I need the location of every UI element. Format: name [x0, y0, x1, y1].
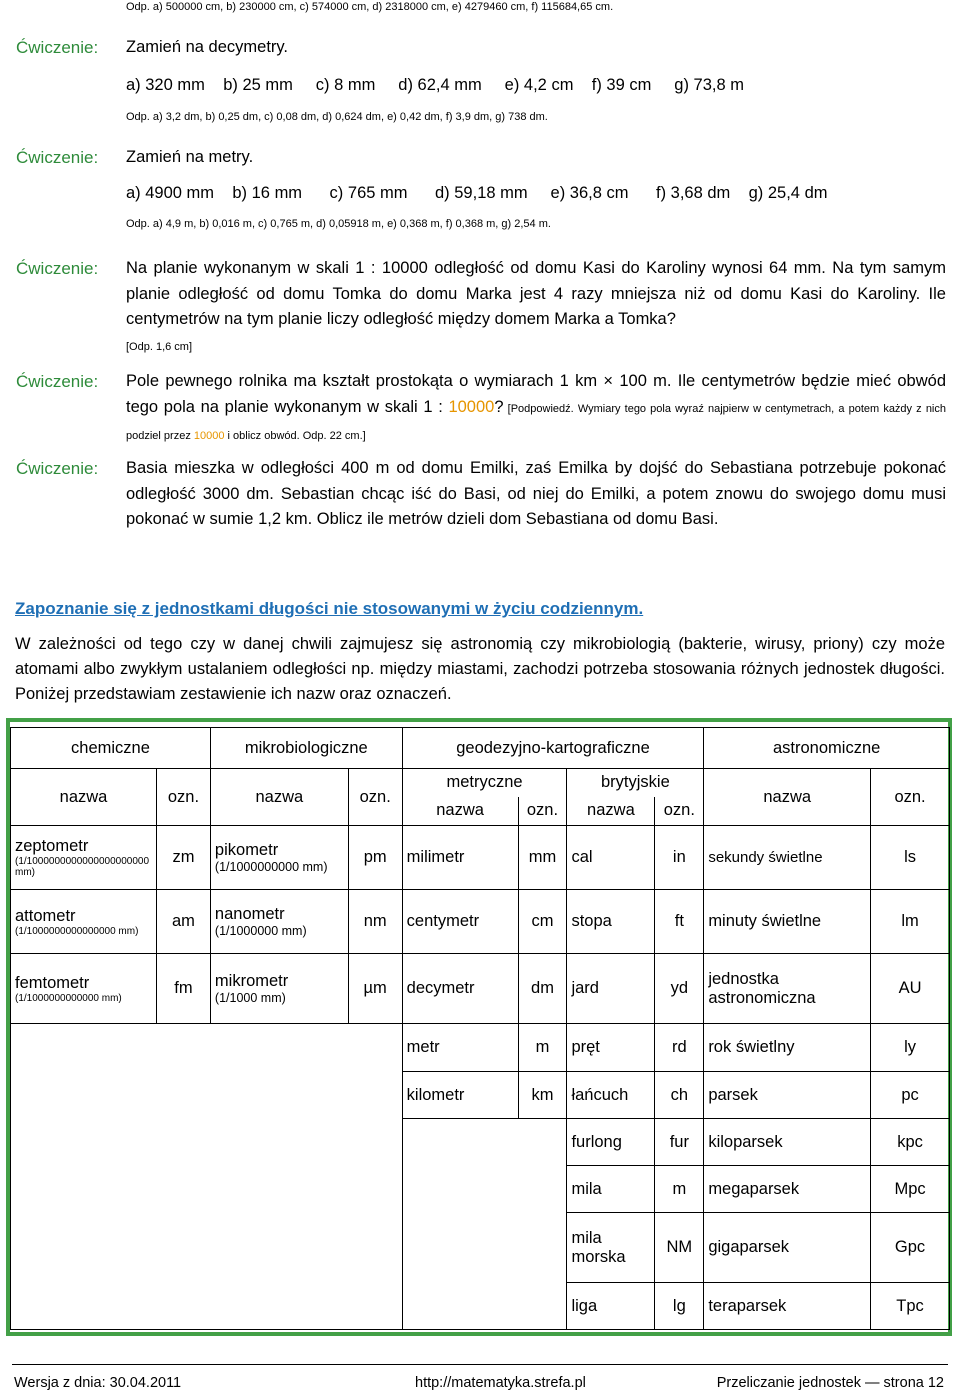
group-header: astronomiczne [704, 728, 950, 769]
ex2-title: Zamień na metry. [126, 148, 254, 166]
unit-name: parsek [704, 1072, 871, 1119]
footer-page-title: Przeliczanie jednostek — strona 12 [716, 1375, 944, 1391]
unit-name: pikometr [214, 841, 279, 859]
unit-symbol: mm [518, 826, 567, 890]
group-header: chemiczne [11, 728, 211, 769]
exercise-label: Ćwiczenie: [16, 259, 99, 278]
unit-symbol: zm [156, 826, 210, 890]
section-title: Zapoznanie się z jednostkami długości nie stosowanymi w życiu codziennym. [15, 599, 644, 618]
unit-symbol: fur [655, 1119, 704, 1166]
ex3-question: Na planie wykonanym w skali 1 : 10000 odległość od domu Kasi do Karoliny wynosi 64 mm. Na tym samym planie odległość od domu Tomka do domu Marka jest 4 razy mniejsza niż od domu Kasi do Karoliny. Ile centymetrów na tym planie liczy odległość między domem Marka a Tomka? [126, 259, 946, 328]
unit-name: stopa [567, 890, 655, 954]
unit-symbol: Tpc [871, 1283, 950, 1330]
unit-name: łańcuch [567, 1072, 655, 1119]
ex3-text [126, 256, 946, 358]
table-row [11, 826, 950, 890]
units-table [10, 727, 950, 1330]
empty-cell [11, 1024, 403, 1330]
ex4-scale: 10000 [448, 397, 495, 416]
exercise-label: Ćwiczenie: [16, 372, 99, 391]
unit-symbol: dm [518, 954, 567, 1024]
unit-symbol: kpc [871, 1119, 950, 1166]
unit-symbol: in [655, 826, 704, 890]
col-header: nazwa [210, 769, 348, 826]
unit-name: megaparsek [704, 1166, 871, 1213]
footer-url[interactable]: http://matematyka.strefa.pl [415, 1375, 586, 1391]
ex3-answer: [Odp. 1,6 cm] [126, 340, 193, 353]
unit-name: decymetr [402, 954, 518, 1024]
unit-symbol: yd [655, 954, 704, 1024]
unit-symbol: Gpc [871, 1213, 950, 1283]
unit-name: zeptometr [15, 837, 89, 855]
unit-name: liga [567, 1283, 655, 1330]
ex5-text: Basia mieszka w odległości 400 m od domu Emilki, zaś Emilka by dojść do Sebastiana potrzebuje pokonać odległość 3000 dm. Sebastian chcąc iść do Basi, od niej do Emilki, a potem znowu do swojego domu musi pokonać w sumie 1,2 km. Oblicz ile metrów dzieli dom Sebastiana od domu Basi. [126, 459, 946, 528]
ex2-answer: Odp. a) 4,9 m, b) 0,016 m, c) 0,765 m, d) 0,05918 m, e) 0,368 m, f) 0,368 m, g) 2,54 m. [126, 218, 551, 230]
unit-cell [210, 826, 348, 890]
ex1-items: a) 320 mm b) 25 mm c) 8 mm d) 62,4 mm e) 4,2 cm f) 39 cm g) 73,8 m [126, 76, 744, 94]
ex1-answer: Odp. a) 3,2 dm, b) 0,25 dm, c) 0,08 dm, d) 0,624 dm, e) 0,42 dm, f) 3,9 dm, g) 738 dm. [126, 111, 548, 123]
unit-symbol: pc [871, 1072, 950, 1119]
unit-symbol: cm [518, 890, 567, 954]
unit-name: pręt [567, 1024, 655, 1072]
unit-name: cal [567, 826, 655, 890]
empty-cell [402, 1119, 567, 1330]
unit-symbol: ft [655, 890, 704, 954]
ex4-hint-scale: 10000 [193, 430, 225, 442]
unit-cell [210, 954, 348, 1024]
unit-name: mila [567, 1166, 655, 1213]
unit-symbol: m [655, 1166, 704, 1213]
unit-def: (1/1000000000000000 mm) [15, 925, 139, 937]
unit-name: metr [402, 1024, 518, 1072]
col-header: ozn. [871, 769, 950, 826]
unit-def: (1/1000 mm) [214, 991, 286, 1005]
ex2-items: a) 4900 mm b) 16 mm c) 765 mm d) 59,18 mm e) 36,8 cm f) 3,68 dm g) 25,4 dm [126, 184, 828, 202]
table-group-header-row [11, 728, 950, 769]
unit-symbol: rd [655, 1024, 704, 1072]
intro-paragraph: W zależności od tego czy w danej chwili zajmujesz się astronomią czy mikrobiologią (bakterie, wirusy, priony) czy może atomami albo zwykłym ustalaniem odległości np. między miastami, zachodzi potrzeba stosowania różnych jednostek długości. Poniżej przedstawiam zestawienie ich nazw oraz oznaczeń. [15, 635, 945, 703]
footer-divider [12, 1364, 948, 1365]
unit-symbol: Mpc [871, 1166, 950, 1213]
unit-cell [210, 890, 348, 954]
table-subgroup-row [11, 769, 950, 797]
col-header: ozn. [518, 797, 567, 826]
unit-symbol: pm [348, 826, 402, 890]
table-row [11, 890, 950, 954]
unit-def: (1/1000000000000000000000 mm) [15, 856, 150, 878]
ex4-question-end: ? [494, 397, 504, 416]
unit-name: jard [567, 954, 655, 1024]
unit-def: (1/1000000000 mm) [214, 860, 328, 874]
unit-def: (1/1000000 mm) [214, 924, 307, 938]
unit-symbol: am [156, 890, 210, 954]
ex1-title: Zamień na decymetry. [126, 38, 289, 56]
unit-name: gigaparsek [704, 1213, 871, 1283]
col-header: nazwa [402, 797, 518, 826]
unit-symbol: m [518, 1024, 567, 1072]
unit-symbol: nm [348, 890, 402, 954]
unit-symbol: km [518, 1072, 567, 1119]
ex4-hint-end: i oblicz obwód. Odp. 22 cm.] [224, 430, 366, 442]
subgroup-header: metryczne [402, 769, 567, 797]
group-header: geodezyjno-kartograficzne [402, 728, 704, 769]
unit-cell [11, 954, 157, 1024]
ex4-text [126, 369, 946, 450]
unit-symbol: ch [655, 1072, 704, 1119]
unit-name: mila morska [567, 1213, 655, 1283]
col-header: nazwa [11, 769, 157, 826]
unit-def: (1/1000000000000 mm) [15, 992, 122, 1004]
unit-name: milimetr [402, 826, 518, 890]
unit-symbol: NM [655, 1213, 704, 1283]
unit-name: rok świetlny [704, 1024, 871, 1072]
exercise-label: Ćwiczenie: [16, 148, 99, 167]
top-answer: Odp. a) 500000 cm, b) 230000 cm, c) 574000 cm, d) 2318000 cm, e) 4279460 cm, f) 115684,65 cm. [126, 1, 614, 13]
unit-symbol: AU [871, 954, 950, 1024]
unit-symbol: lg [655, 1283, 704, 1330]
table-row [11, 954, 950, 1024]
unit-name: mikrometr [214, 972, 289, 990]
unit-name: kiloparsek [704, 1119, 871, 1166]
unit-symbol: µm [348, 954, 402, 1024]
subgroup-header: brytyjskie [567, 769, 704, 797]
unit-name: sekundy świetlne [704, 826, 871, 890]
unit-name: centymetr [402, 890, 518, 954]
unit-name: attometr [15, 906, 76, 925]
group-header: mikrobiologiczne [210, 728, 402, 769]
unit-cell [11, 826, 157, 890]
ex4-question: Pole pewnego rolnika ma kształt prostokąta o wymiarach 1 km × 100 m. Ile centymetrów będzie mieć obwód tego pola na planie wykonanym w skali 1 : [126, 372, 946, 416]
unit-name: teraparsek [704, 1283, 871, 1330]
col-header: nazwa [704, 769, 871, 826]
unit-cell [11, 890, 157, 954]
footer-version: Wersja z dnia: 30.04.2011 [14, 1375, 182, 1391]
exercise-label: Ćwiczenie: [16, 38, 99, 57]
col-header: ozn. [348, 769, 402, 826]
unit-name: kilometr [402, 1072, 518, 1119]
unit-symbol: lm [871, 890, 950, 954]
unit-name: minuty świetlne [704, 890, 871, 954]
unit-name: furlong [567, 1119, 655, 1166]
unit-name: nanometr [214, 905, 285, 923]
unit-name: femtometr [15, 973, 90, 992]
unit-symbol: fm [156, 954, 210, 1024]
unit-symbol: ly [871, 1024, 950, 1072]
unit-name: jednostka astronomiczna [704, 954, 871, 1024]
table-row [11, 1024, 950, 1072]
ex4-hint: [Podpowiedź. Wymiary tego pola wyraź najpierw w centymetrach, a potem każdy z nich podziel przez [126, 402, 946, 442]
col-header: ozn. [655, 797, 704, 826]
unit-symbol: ls [871, 826, 950, 890]
col-header: nazwa [567, 797, 655, 826]
exercise-label: Ćwiczenie: [16, 459, 99, 478]
col-header: ozn. [156, 769, 210, 826]
